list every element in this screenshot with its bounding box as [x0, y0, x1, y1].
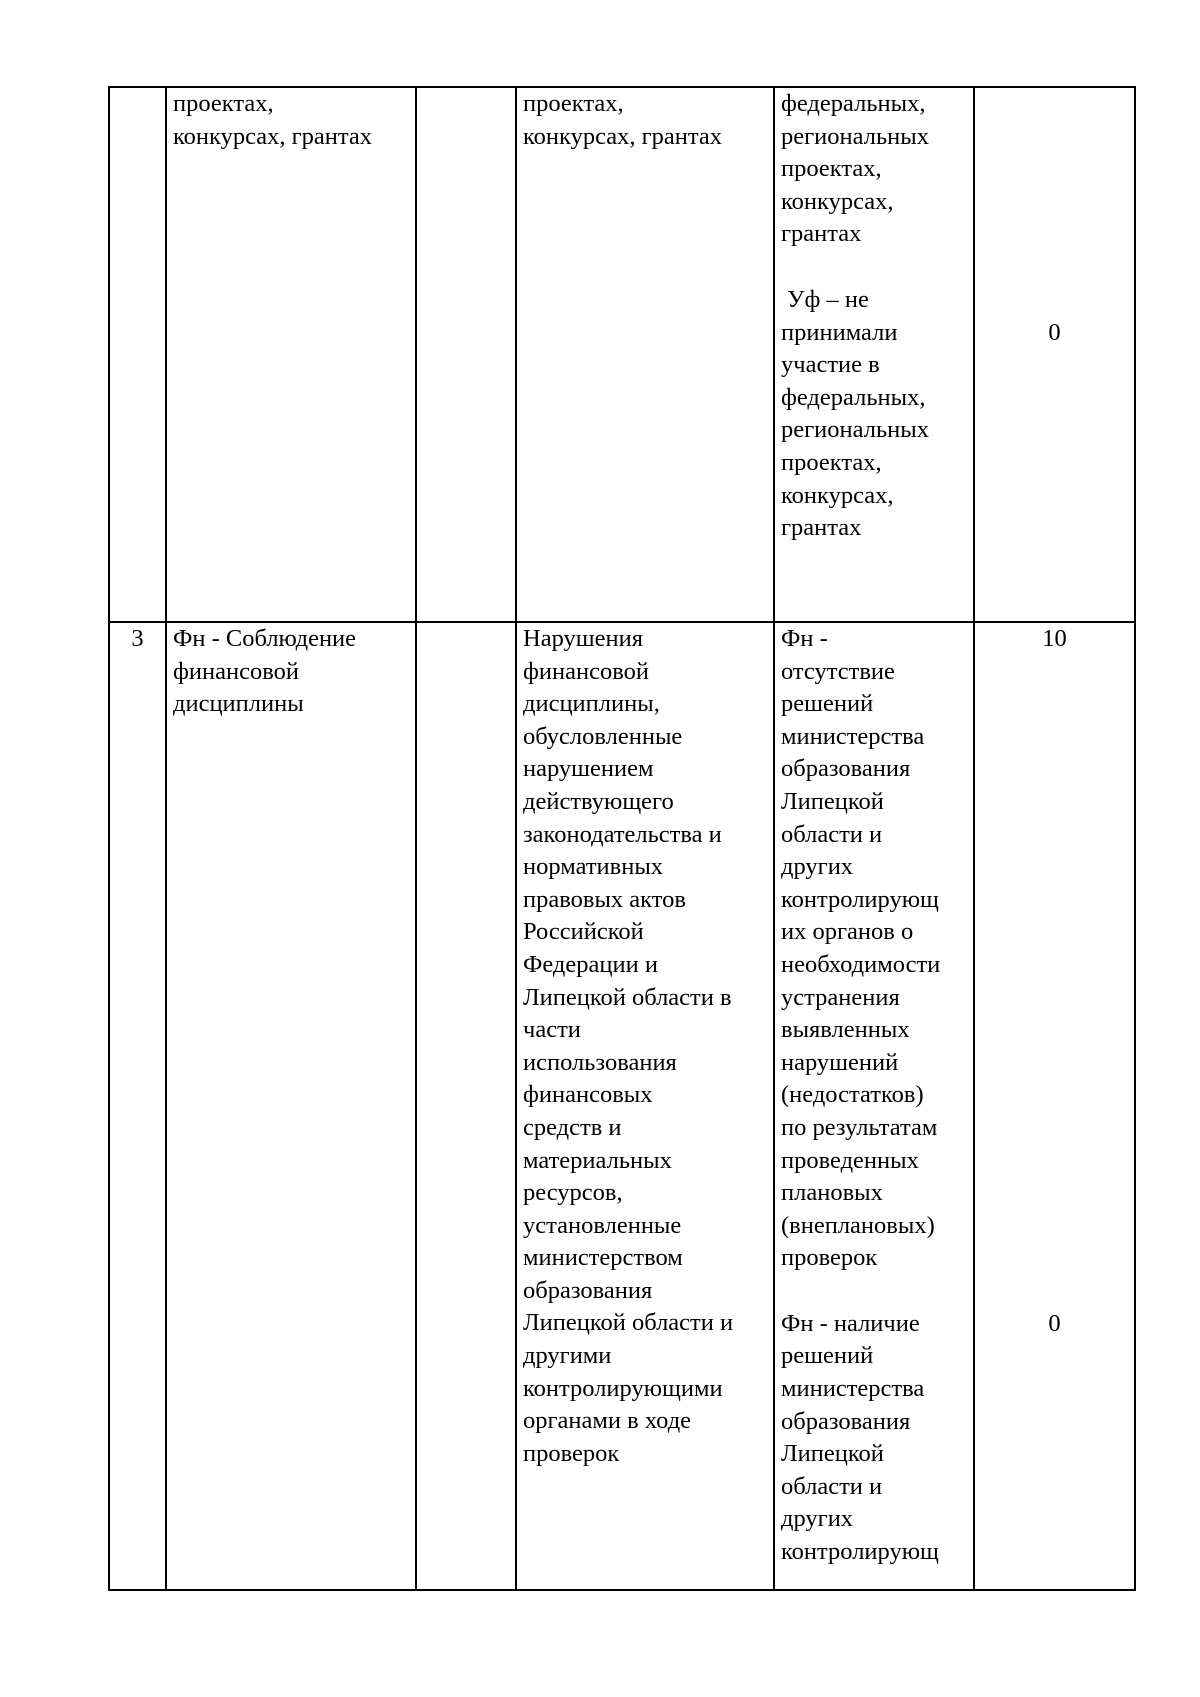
condition-line: (недостатков) — [781, 1081, 924, 1109]
description-line: проверок — [523, 1439, 620, 1467]
condition-line: участие в — [781, 351, 880, 379]
row-number-cell — [109, 87, 166, 622]
criterion-name-line: дисциплины — [173, 690, 304, 718]
condition-line: других — [781, 1505, 854, 1533]
condition-line: проектах, — [781, 155, 882, 183]
condition-line: региональных — [781, 416, 929, 444]
description-line: контролирующими — [523, 1374, 723, 1402]
condition-line: грантах — [781, 220, 862, 248]
score-cell — [974, 87, 1135, 622]
score-cell — [974, 622, 1135, 1590]
description-line: Липецкой области и — [523, 1309, 734, 1337]
condition-line: грантах — [781, 514, 862, 542]
description-line: нарушением — [523, 755, 654, 783]
description-line: образования — [523, 1276, 653, 1304]
table-row — [109, 87, 1135, 622]
score-value — [981, 88, 1128, 121]
condition-line: проведенных — [781, 1146, 919, 1174]
description-line: Российской — [523, 918, 644, 946]
criterion-name-cell — [166, 87, 416, 622]
row-number-cell — [109, 622, 166, 1590]
condition-line: федеральных, — [781, 383, 926, 411]
description-line: министерством — [523, 1244, 683, 1272]
criterion-name-cell — [166, 622, 416, 1590]
condition-line: устранения — [781, 983, 900, 1011]
score-value: 0 — [1048, 1309, 1061, 1337]
description-cell — [516, 622, 774, 1590]
condition-line: министерства — [781, 1375, 925, 1403]
condition-line: образования — [781, 1407, 911, 1435]
description-line: Федерации и — [523, 950, 658, 978]
condition-line: региональных — [781, 122, 929, 150]
empty-cell — [416, 87, 516, 622]
empty-cell — [416, 622, 516, 1590]
score-value: 0 — [1048, 318, 1061, 346]
condition-line: области и — [781, 820, 883, 848]
description-line: Нарушения — [523, 625, 643, 652]
description-line: законодательства и — [523, 820, 722, 848]
description-line: установленные — [523, 1211, 682, 1239]
description-line: финансовых — [523, 1081, 653, 1109]
condition-line: решений — [781, 690, 874, 718]
description-line: материальных — [523, 1146, 672, 1174]
description-cell — [516, 87, 774, 622]
description-line: части — [523, 1016, 581, 1044]
description-line: средств и — [523, 1113, 622, 1141]
condition-line: необходимости — [781, 950, 941, 978]
condition-line: (внеплановых) — [781, 1211, 935, 1239]
condition-line: выявленных — [781, 1016, 910, 1044]
criteria-table — [108, 86, 1136, 1591]
condition-line: Липецкой — [781, 787, 884, 815]
description-line: обусловленные — [523, 722, 683, 750]
description-line: другими — [523, 1342, 612, 1370]
description-line: правовых актов — [523, 885, 686, 913]
condition-line: плановых — [781, 1179, 883, 1207]
criterion-name-line: проектах, — [173, 90, 274, 117]
conditions-cell — [774, 87, 974, 622]
condition-line: принимали — [781, 318, 898, 346]
condition-line: решений — [781, 1342, 874, 1370]
criterion-name-line: финансовой — [173, 657, 299, 685]
condition-line: федеральных, — [781, 90, 926, 117]
condition-line: отсутствие — [781, 657, 895, 685]
table-row — [109, 622, 1135, 1590]
score-value: 10 — [1042, 625, 1067, 652]
condition-line: Фн - наличие — [781, 1309, 920, 1337]
condition-line: конкурсах, — [781, 481, 894, 509]
condition-line: Уф – не — [781, 285, 869, 313]
criterion-name-line: конкурсах, грантах — [173, 122, 373, 150]
condition-line: нарушений — [781, 1048, 899, 1076]
description-line: Липецкой области в — [523, 983, 732, 1011]
condition-line: других — [781, 853, 854, 881]
row-number: 3 — [131, 625, 144, 652]
conditions-cell — [774, 622, 974, 1590]
description-line: действующего — [523, 787, 674, 815]
condition-line: области и — [781, 1472, 883, 1500]
condition-line: по результатам — [781, 1113, 938, 1141]
condition-line: конкурсах, — [781, 187, 894, 215]
condition-line: проектах, — [781, 448, 882, 476]
condition-line: Липецкой — [781, 1440, 884, 1468]
description-line: нормативных — [523, 853, 664, 881]
description-line: конкурсах, грантах — [523, 122, 723, 150]
condition-line: министерства — [781, 722, 925, 750]
description-line: органами в ходе — [523, 1407, 692, 1435]
description-line: ресурсов, — [523, 1179, 623, 1207]
description-line: дисциплины, — [523, 690, 660, 718]
condition-line: проверок — [781, 1244, 878, 1272]
condition-line: контролирующ — [781, 1538, 939, 1566]
description-line: проектах, — [523, 90, 624, 117]
criterion-name-line: Фн - Соблюдение — [173, 625, 357, 652]
condition-line: образования — [781, 755, 911, 783]
description-line: финансовой — [523, 657, 649, 685]
condition-line: их органов о — [781, 918, 914, 946]
condition-line: контролирующ — [781, 885, 939, 913]
description-line: использования — [523, 1048, 677, 1076]
condition-line: Фн - — [781, 625, 828, 652]
